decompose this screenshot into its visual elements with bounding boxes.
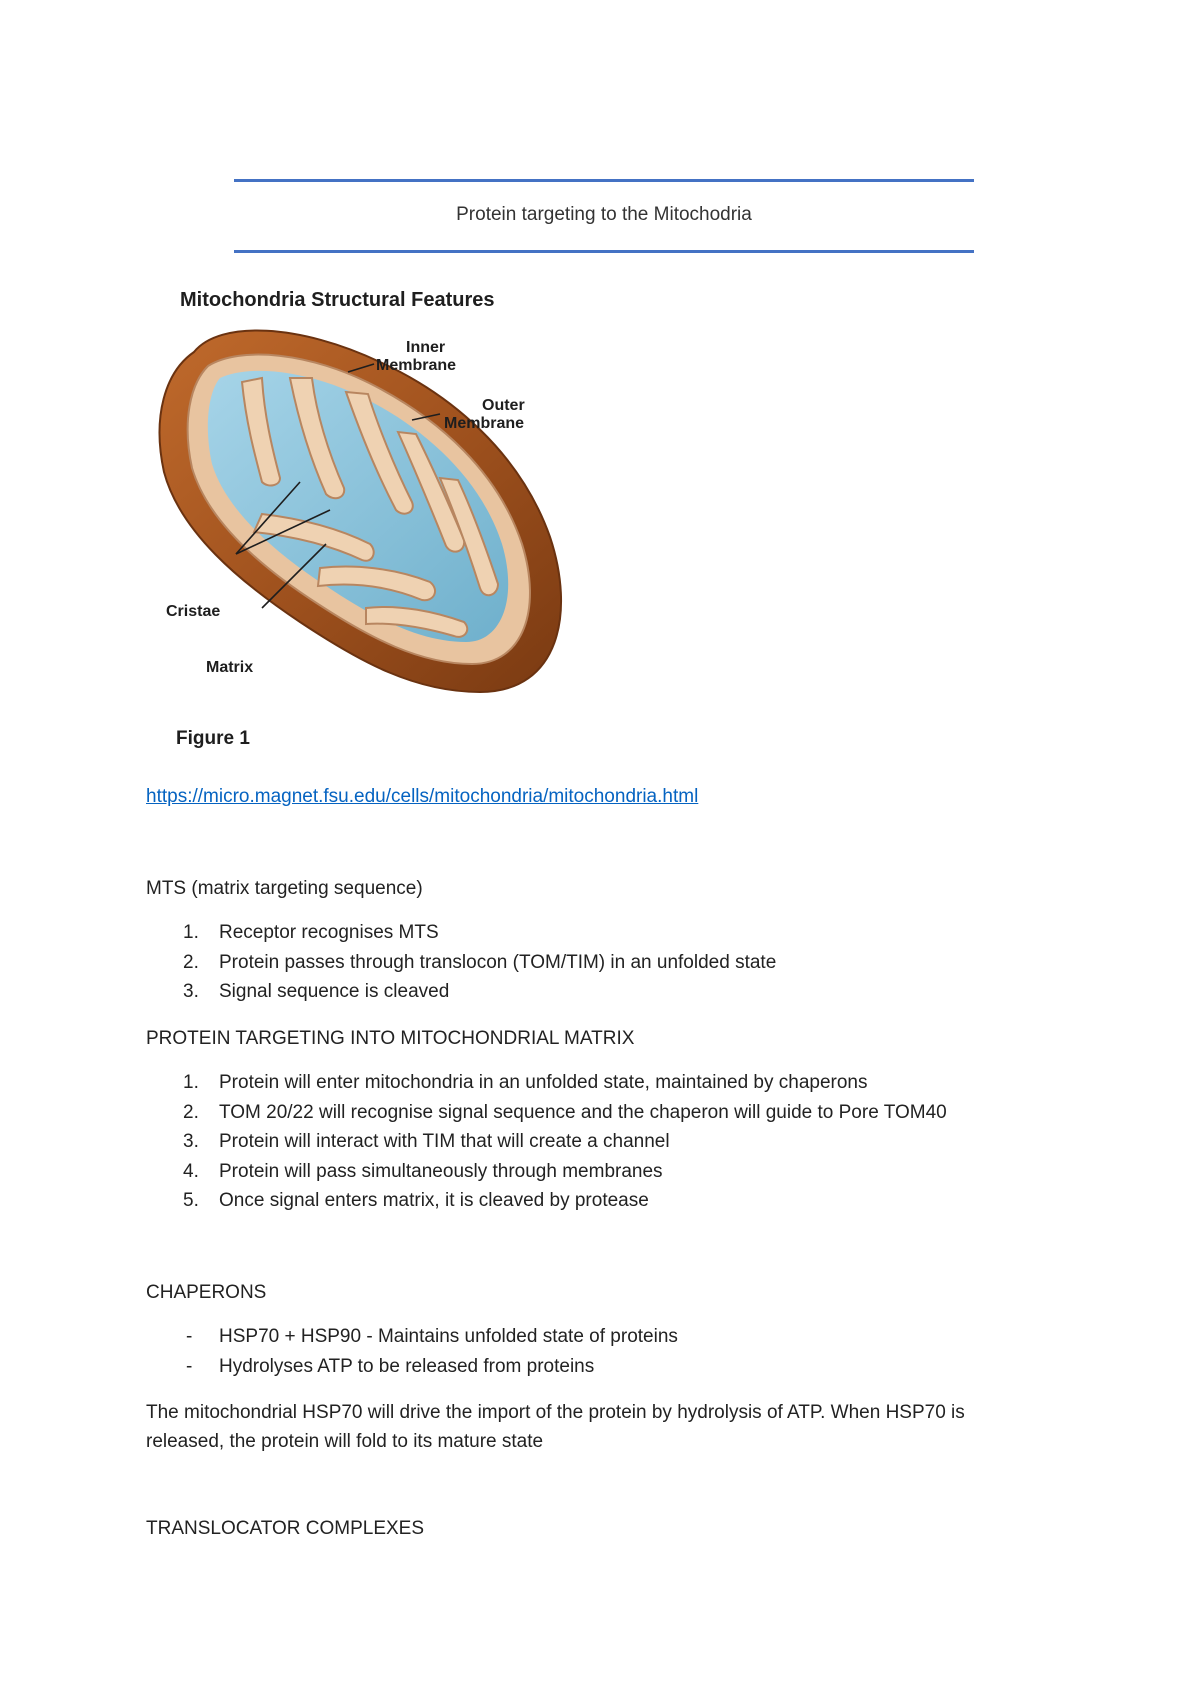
chaperons-paragraph — [146, 1398, 1046, 1456]
list-item: 1. Protein will enter mitochondria in an unfolded state, maintained by chaperons — [183, 1072, 868, 1093]
inner-membrane-label-line2: Membrane — [376, 357, 457, 374]
mitochondria-figure — [150, 282, 590, 762]
mts-steps-list — [146, 918, 776, 1007]
header-rule-bottom — [234, 250, 974, 253]
matrix-targeting-steps-list — [146, 1068, 947, 1216]
list-item: 5. Once signal enters matrix, it is cleaved by protease — [183, 1190, 649, 1211]
chaperons-list — [146, 1322, 678, 1381]
list-item: 4. Protein will pass simultaneously through membranes — [183, 1160, 663, 1182]
outer-membrane-label-line1: Outer — [482, 397, 525, 414]
list-item: - Hydrolyses ATP to be released from proteins — [186, 1355, 595, 1377]
list-item: 2. Protein passes through translocon (TOM/TIM) in an unfolded state — [183, 951, 777, 973]
figure-caption: Figure 1 — [176, 728, 250, 749]
outer-membrane-label-line2: Membrane — [444, 415, 525, 432]
list-item: 3. Protein will interact with TIM that will create a channel — [183, 1131, 670, 1152]
translocator-heading: TRANSLOCATOR COMPLEXES — [146, 1518, 425, 1539]
cristae-label: Cristae — [166, 603, 221, 620]
matrix-label: Matrix — [206, 659, 254, 676]
paragraph-line: released, the protein will fold to its mature state — [146, 1431, 544, 1452]
matrix-targeting-heading: PROTEIN TARGETING INTO MITOCHONDRIAL MATRIX — [146, 1028, 635, 1049]
page-title: Protein targeting to the Mitochodria — [456, 204, 752, 225]
inner-membrane-label-line1: Inner — [406, 339, 446, 356]
mts-heading: MTS (matrix targeting sequence) — [146, 878, 423, 899]
list-item: 3. Signal sequence is cleaved — [183, 981, 450, 1002]
source-link[interactable]: https://micro.magnet.fsu.edu/cells/mitochondria/mitochondria.html — [146, 786, 699, 807]
chaperons-heading: CHAPERONS — [146, 1282, 267, 1303]
mitochondrion-illustration — [160, 330, 562, 692]
list-item: 2. TOM 20/22 will recognise signal sequence and the chaperon will guide to Pore TOM40 — [183, 1101, 947, 1123]
paragraph-line: The mitochondrial HSP70 will drive the import of the protein by hydrolysis of ATP. When HSP70 is — [146, 1402, 965, 1423]
figure-heading: Mitochondria Structural Features — [180, 289, 495, 311]
list-item: - HSP70 + HSP90 - Maintains unfolded state of proteins — [186, 1326, 678, 1347]
list-item: 1. Receptor recognises MTS — [183, 922, 439, 943]
header-rule-top — [234, 179, 974, 182]
